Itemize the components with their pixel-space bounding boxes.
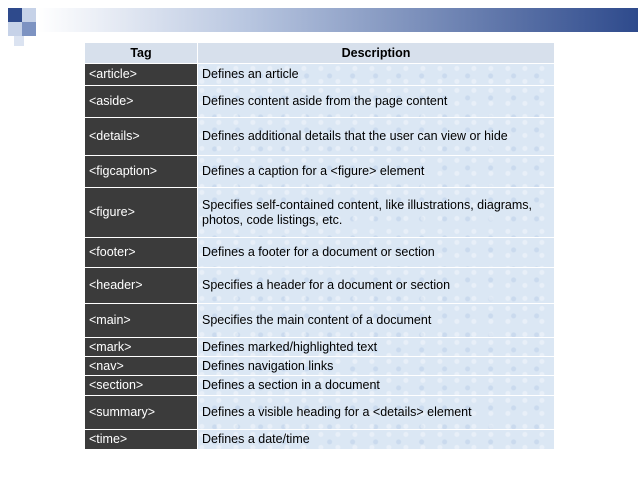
tag-cell: <footer> bbox=[85, 238, 198, 268]
corner-square-decoration bbox=[22, 22, 36, 36]
table-row bbox=[85, 188, 555, 238]
description-cell: Defines marked/highlighted text bbox=[198, 338, 555, 357]
tag-cell: <figure> bbox=[85, 188, 198, 238]
description-cell: Defines a footer for a document or section bbox=[198, 238, 555, 268]
table-row bbox=[85, 118, 555, 156]
corner-square-decoration bbox=[14, 36, 24, 46]
description-cell: Defines navigation links bbox=[198, 357, 555, 376]
description-cell: Defines a section in a document bbox=[198, 376, 555, 396]
tag-cell: <header> bbox=[85, 268, 198, 304]
header-tag: Tag bbox=[85, 43, 198, 64]
description-cell: Defines a caption for a <figure> element bbox=[198, 156, 555, 188]
table-row bbox=[85, 376, 555, 396]
tag-table-container bbox=[84, 42, 554, 450]
description-cell: Defines content aside from the page content bbox=[198, 86, 555, 118]
title-bar-decoration bbox=[38, 8, 638, 32]
table-row bbox=[85, 304, 555, 338]
table-row bbox=[85, 396, 555, 430]
table-row bbox=[85, 156, 555, 188]
tag-cell: <time> bbox=[85, 430, 198, 450]
corner-square-decoration bbox=[8, 22, 22, 36]
corner-square-decoration bbox=[22, 8, 36, 22]
table-row bbox=[85, 338, 555, 357]
description-cell: Defines an article bbox=[198, 64, 555, 86]
tag-cell: <section> bbox=[85, 376, 198, 396]
tag-cell: <article> bbox=[85, 64, 198, 86]
description-cell: Specifies a header for a document or section bbox=[198, 268, 555, 304]
tag-cell: <nav> bbox=[85, 357, 198, 376]
table-row bbox=[85, 430, 555, 450]
tag-cell: <main> bbox=[85, 304, 198, 338]
corner-square-decoration bbox=[8, 8, 22, 22]
header-description: Description bbox=[198, 43, 555, 64]
tag-cell: <summary> bbox=[85, 396, 198, 430]
html5-tags-table bbox=[84, 42, 555, 450]
table-row bbox=[85, 268, 555, 304]
description-cell: Defines additional details that the user can view or hide bbox=[198, 118, 555, 156]
tag-cell: <figcaption> bbox=[85, 156, 198, 188]
description-cell: Defines a visible heading for a <details> element bbox=[198, 396, 555, 430]
description-cell: Specifies self-contained content, like illustrations, diagrams, photos, code listings, etc. bbox=[198, 188, 555, 238]
table-row bbox=[85, 86, 555, 118]
tag-cell: <aside> bbox=[85, 86, 198, 118]
tag-cell: <mark> bbox=[85, 338, 198, 357]
table-row bbox=[85, 64, 555, 86]
table-row bbox=[85, 357, 555, 376]
description-cell: Defines a date/time bbox=[198, 430, 555, 450]
tag-cell: <details> bbox=[85, 118, 198, 156]
table-row bbox=[85, 238, 555, 268]
table-header-row bbox=[85, 43, 555, 64]
description-cell: Specifies the main content of a document bbox=[198, 304, 555, 338]
